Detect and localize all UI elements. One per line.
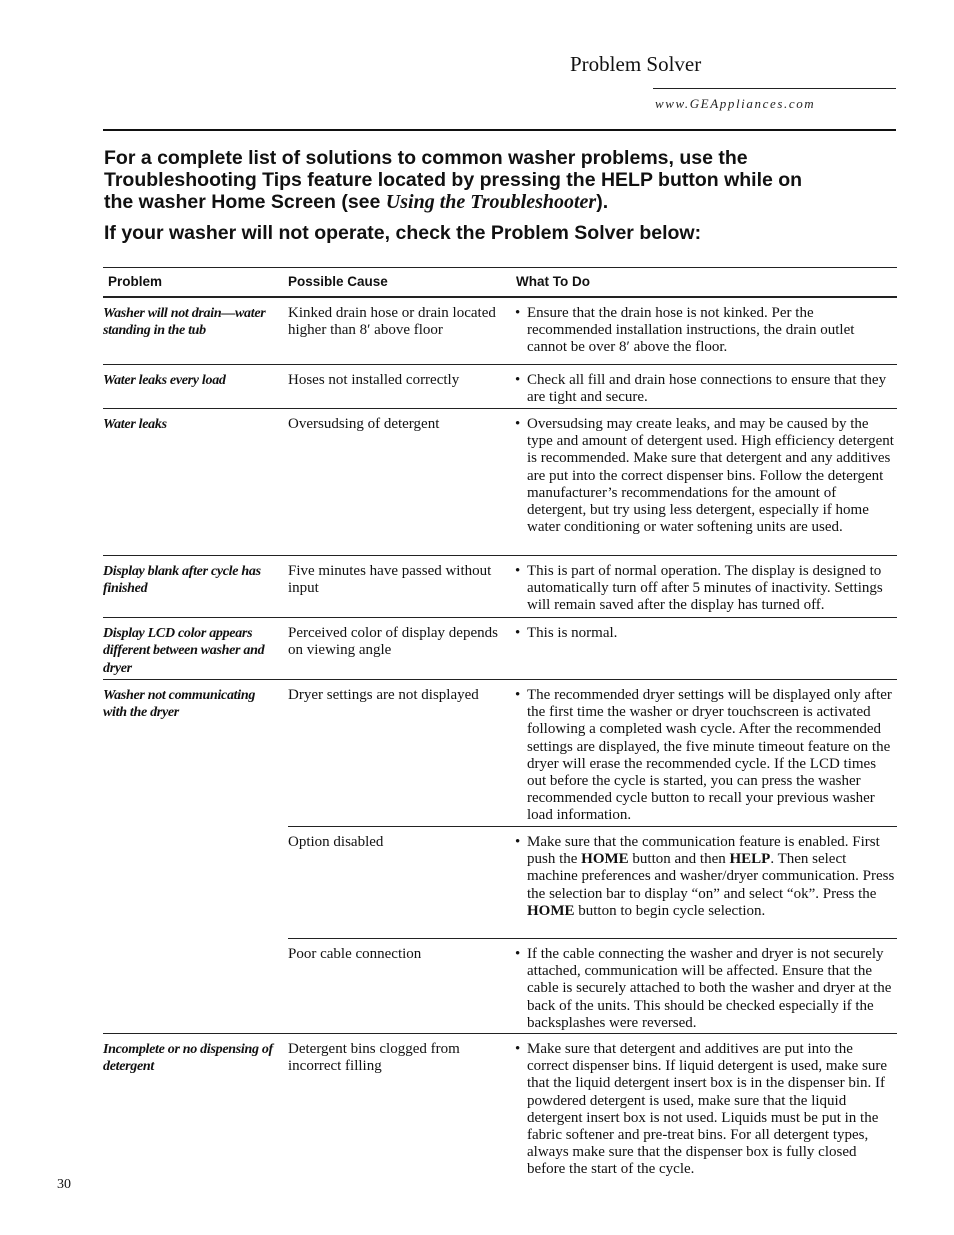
bullet-icon: • [515, 416, 521, 432]
section-title: Problem Solver [570, 52, 702, 76]
header-rule [653, 88, 896, 89]
problem-cell: Washer will not drain—water standing in the tub [103, 306, 266, 339]
header-cause: Possible Cause [288, 274, 388, 289]
table-row [103, 556, 897, 618]
todo-cell [515, 1041, 897, 1179]
todo-cell [515, 372, 897, 406]
cause-cell: Hoses not installed correctly [288, 372, 460, 388]
todo-part: button and then [628, 851, 730, 868]
intro-end: ). [596, 191, 609, 213]
cause-cell: Oversudsing of detergent [288, 416, 440, 432]
header-problem: Problem [108, 274, 163, 289]
website-url: www.GEAppliances.com [655, 96, 816, 111]
page-number: 30 [57, 1177, 71, 1192]
intro-heading: If your washer will not operate, check the Problem Solver below: [104, 222, 702, 244]
header-todo: What To Do [516, 274, 590, 289]
todo-text: The recommended dryer settings will be displayed only after the first time the washer or dryer touchscreen is activated following a completed wash cycle. After the recommended settings are displayed, the five minute timeout feature on the dryer will erase the recommended cycle. If the LCD times out before the cycle is started, you can press the washer recommended cycle button to recall your previous washer load information. [527, 687, 892, 824]
sub-row [103, 680, 897, 827]
todo-cell [515, 687, 897, 825]
cause-cell: Dryer settings are not displayed [288, 687, 479, 703]
bullet-icon: • [515, 563, 521, 579]
help-button-label: HELP [729, 851, 771, 868]
todo-cell [515, 625, 897, 642]
table-row [103, 365, 897, 409]
todo-cell [515, 416, 897, 536]
problem-cell: Washer not communicating with the dryer [103, 688, 256, 721]
sub-row [103, 939, 897, 1033]
todo-cell [515, 305, 897, 357]
top-divider [103, 129, 896, 131]
problem-cell: Display blank after cycle has finished [103, 564, 261, 597]
todo-part: button to begin cycle selection. [574, 902, 766, 919]
todo-text: This is normal. [527, 625, 618, 641]
table-header [103, 267, 897, 298]
todo-cell [515, 834, 897, 920]
bullet-icon: • [515, 1041, 521, 1057]
cause-cell: Poor cable connection [288, 946, 422, 962]
home-button-label: HOME [527, 902, 575, 919]
todo-part: . Then select machine preferences and washer/dryer communication. Press the selection bar to display “on” and select “ok”. Press the [527, 851, 895, 902]
bullet-icon: • [515, 305, 521, 321]
bullet-icon: • [515, 625, 521, 641]
todo-text: If the cable connecting the washer and dryer is not securely attached, communication will be affected. Ensure that the cable is securely attached to both the washer and dryer at the back of the units. This should be checked especially if the backsplashes were reversed. [527, 946, 892, 1031]
sub-row [103, 827, 897, 939]
problem-cell: Water leaks every load [103, 373, 226, 388]
todo-cell [515, 563, 897, 615]
todo-text [527, 834, 897, 920]
problem-cell: Incomplete or no dispensing of detergent [103, 1042, 273, 1075]
intro-text: For a complete list of solutions to common washer problems, use the Troubleshooting Tips feature located by pressing the HELP button while on the washer Home Screen (see [104, 147, 803, 213]
bullet-icon: • [515, 687, 521, 703]
table-row [103, 409, 897, 556]
table-row [103, 1034, 897, 1184]
bullet-icon: • [515, 834, 521, 850]
todo-cell [515, 946, 897, 1032]
intro-italic: Using the Troubleshooter [385, 191, 597, 213]
bullet-icon: • [515, 946, 521, 962]
problem-cell: Display LCD color appears different between washer and dryer [103, 626, 265, 676]
problem-solver-table [103, 267, 897, 1184]
cause-cell: Perceived color of display depends on viewing angle [288, 625, 498, 659]
table-row [103, 618, 897, 680]
table-row [103, 680, 897, 1034]
cause-cell: Kinked drain hose or drain located higher than 8′ above floor [288, 305, 496, 339]
todo-text: This is part of normal operation. The display is designed to automatically turn off after 5 minutes of inactivity. Settings will remain saved after the display has turned off. [527, 563, 883, 614]
intro-paragraph [104, 147, 804, 213]
cause-cell: Five minutes have passed without input [288, 563, 492, 597]
todo-text: Oversudsing may create leaks, and may be caused by the type and amount of detergent used. High efficiency detergent is recommended. Make sure that detergent and any additives are put into the correct dispenser bins. Follow the detergent manufacturer’s recommendations for the amount of detergent, but try using less detergent, especially if home water conditioning or water softening units are used. [527, 416, 894, 536]
problem-cell: Water leaks [103, 417, 167, 432]
cause-cell: Detergent bins clogged from incorrect filling [288, 1041, 460, 1075]
todo-text: Check all fill and drain hose connections to ensure that they are tight and secure. [527, 372, 887, 406]
home-button-label: HOME [581, 851, 629, 868]
cause-cell: Option disabled [288, 834, 384, 850]
todo-text: Ensure that the drain hose is not kinked. Per the recommended installation instructions, the drain outlet cannot be over 8′ above the floor. [527, 305, 855, 356]
todo-text: Make sure that detergent and additives are put into the correct dispenser bins. If liquid detergent is used, make sure that the liquid detergent insert box is in the dispenser bin. If powdered detergent is used, make sure that the liquid detergent insert box is not used. Liquids must be put in the fabric softener and pre-treat bins. For all detergent types, always make sure that the dispenser box is fully closed before the start of the cycle. [527, 1041, 888, 1178]
table-row [103, 298, 897, 365]
bullet-icon: • [515, 372, 521, 388]
todo-part: Make sure that the communication feature is enabled. First push the [527, 834, 880, 868]
